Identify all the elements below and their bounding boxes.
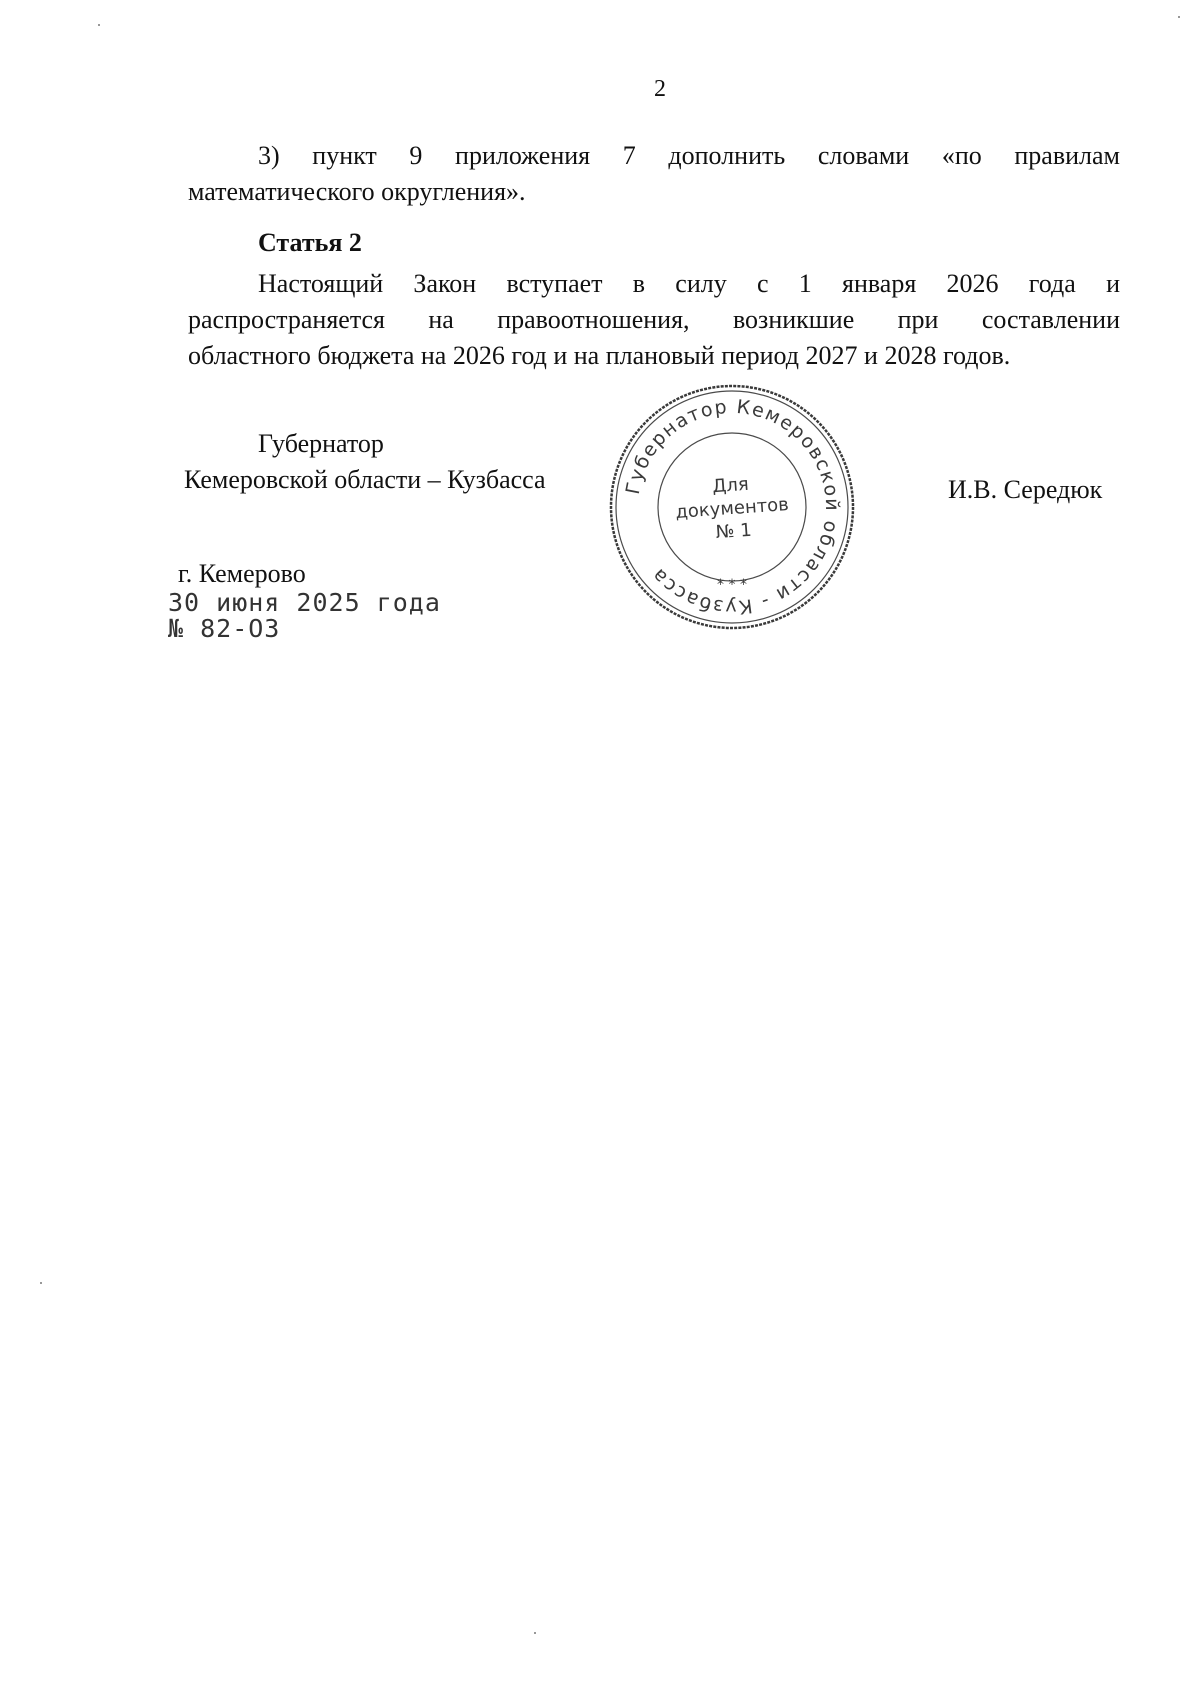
scan-speck	[98, 24, 100, 26]
item-3-line-1: 3) пункт 9 приложения 7 дополнить словами «по правилам	[258, 141, 1120, 170]
seal-center-line-2: документов	[674, 494, 790, 523]
signing-date: 30 июня 2025 года	[168, 588, 441, 617]
scan-speck	[40, 1282, 42, 1284]
seal-stamp-icon	[608, 383, 856, 631]
page-number: 2	[654, 76, 666, 102]
law-number: № 82-ОЗ	[168, 614, 281, 643]
place-of-signing: г. Кемерово	[178, 559, 306, 588]
article-2-line-3: областного бюджета на 2026 год и на плановый период 2027 и 2028 годов.	[188, 341, 1011, 370]
signatory-name: И.В. Середюк	[948, 475, 1103, 504]
seal-ring-text: Губернатор Кемеровской области - Кузбасса	[621, 395, 844, 619]
item-3-line-2: математического округления».	[188, 177, 526, 206]
seal-stars: * * *	[717, 577, 747, 593]
seal-center-line-1: Для	[711, 473, 750, 498]
signature-title-line-1: Губернатор	[258, 429, 384, 458]
official-seal	[608, 383, 856, 631]
scan-speck	[534, 1632, 536, 1634]
signature-title-line-2: Кемеровской области – Кузбасса	[184, 465, 546, 494]
seal-center-line-3: № 1	[715, 519, 753, 544]
article-2-line-1: Настоящий Закон вступает в силу с 1 января 2026 года и	[258, 269, 1120, 298]
scan-speck	[1178, 16, 1180, 18]
article-2-line-2: распространяется на правоотношения, возникшие при составлении	[188, 305, 1120, 334]
article-2-heading: Статья 2	[258, 228, 362, 257]
